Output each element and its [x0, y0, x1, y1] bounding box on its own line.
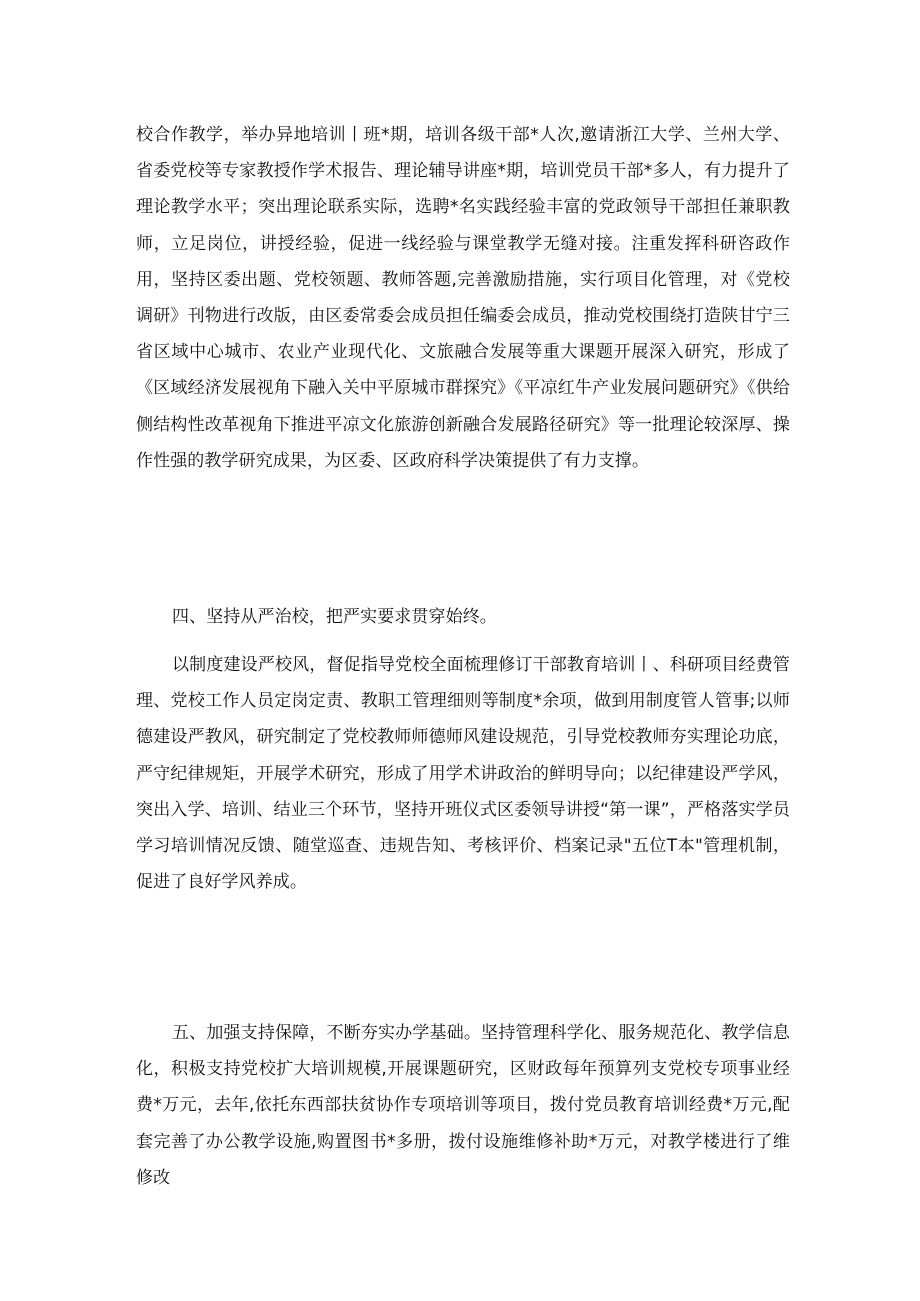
section-heading-strict-governance: 四、坚持从严治校，把严实要求贯穿始终。: [172, 607, 497, 627]
section-support-guarantee: 五、加强支持保障，不断夯实办学基础。坚持管理科学化、服务规范化、教学信息化，积极支持党校扩大培训规模,开展课题研究，区财政每年预算列支党校专项事业经费*万元，去年,依托东西部扶贫协作专项培训等项目，拨付党员教育培训经费*万元,配套完善了办公教学设施,购置图书*多册，拨付设施维修补助*万元，对教学楼进行了维修改: [136, 1023, 790, 1188]
paragraph-training-research: 校合作教学，举办异地培训丨班*期，培训各级干部*人次,邀请浙江大学、兰州大学、省委党校等专家教授作学术报告、理论辅导讲座*期，培训党员干部*多人，有力提升了理论教学水平；突出理论联系实际，选聘*名实践经验丰富的党政领导干部担任兼职教师，立足岗位，讲授经验，促进一线经验与课堂教学无缝对接。注重发挥科研咨政作用，坚持区委出题、党校领题、教师答题,完善激励措施，实行项目化管理，对《党校调研》刊物进行改版，由区委常委会成员担任编委会成员，推动党校围绕打造陕甘宁三省区域中心城市、农业产业现代化、文旅融合发展等重大课题开展深入研究，形成了《区域经济发展视角下融入关中平原城市群探究》《平凉红牛产业发展问题研究》《供给侧结构性改革视角下推进平凉文化旅游创新融合发展路径研究》等一批理论较深厚、操作性强的教学研究成果，为区委、区政府科学决策提供了有力支撑。: [136, 125, 790, 471]
paragraph-institution-building: 以制度建设严校风，督促指导党校全面梳理修订干部教育培训丨、科研项目经费管理、党校工作人员定岗定责、教职工管理细则等制度*余项，做到用制度管人管事;以师德建设严教风，研究制定了党校教师师德师风建设规范，引导党校教师夯实理论功底，严守纪律规矩，开展学术研究，形成了用学术讲政治的鲜明导向；以纪律建设严学风，突出入学、培训、结业三个环节，坚持开班仪式区委领导讲授“第一课”，严格落实学员学习培训情况反馈、随堂巡查、违规告知、考核评价、档案记录"五位T本"管理机制，促进了良好学风养成。: [136, 655, 790, 893]
